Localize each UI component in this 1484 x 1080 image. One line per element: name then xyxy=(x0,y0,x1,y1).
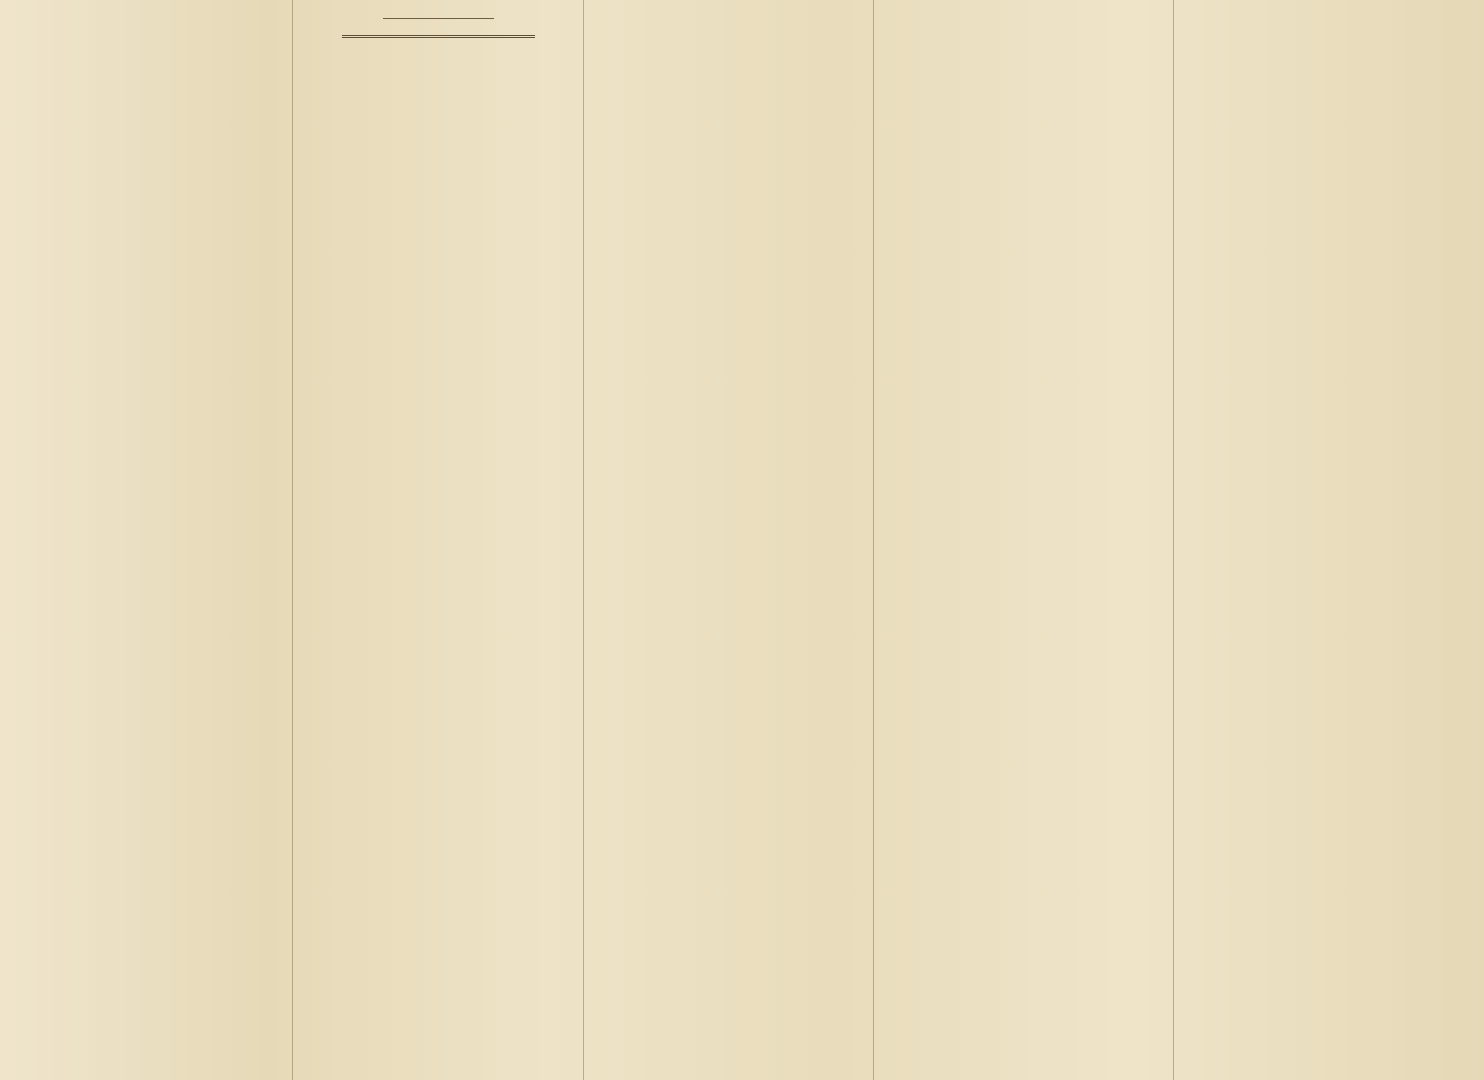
column-rule xyxy=(292,0,293,1080)
column-rule xyxy=(873,0,874,1080)
column-5 xyxy=(1177,4,1480,1076)
article-separator xyxy=(342,35,536,38)
column-1 xyxy=(2,4,291,1076)
article-separator xyxy=(383,18,494,19)
column-rule xyxy=(1173,0,1174,1080)
column-3 xyxy=(587,4,871,1076)
column-rule xyxy=(583,0,584,1080)
column-4 xyxy=(877,4,1171,1076)
column-2 xyxy=(296,4,581,1076)
